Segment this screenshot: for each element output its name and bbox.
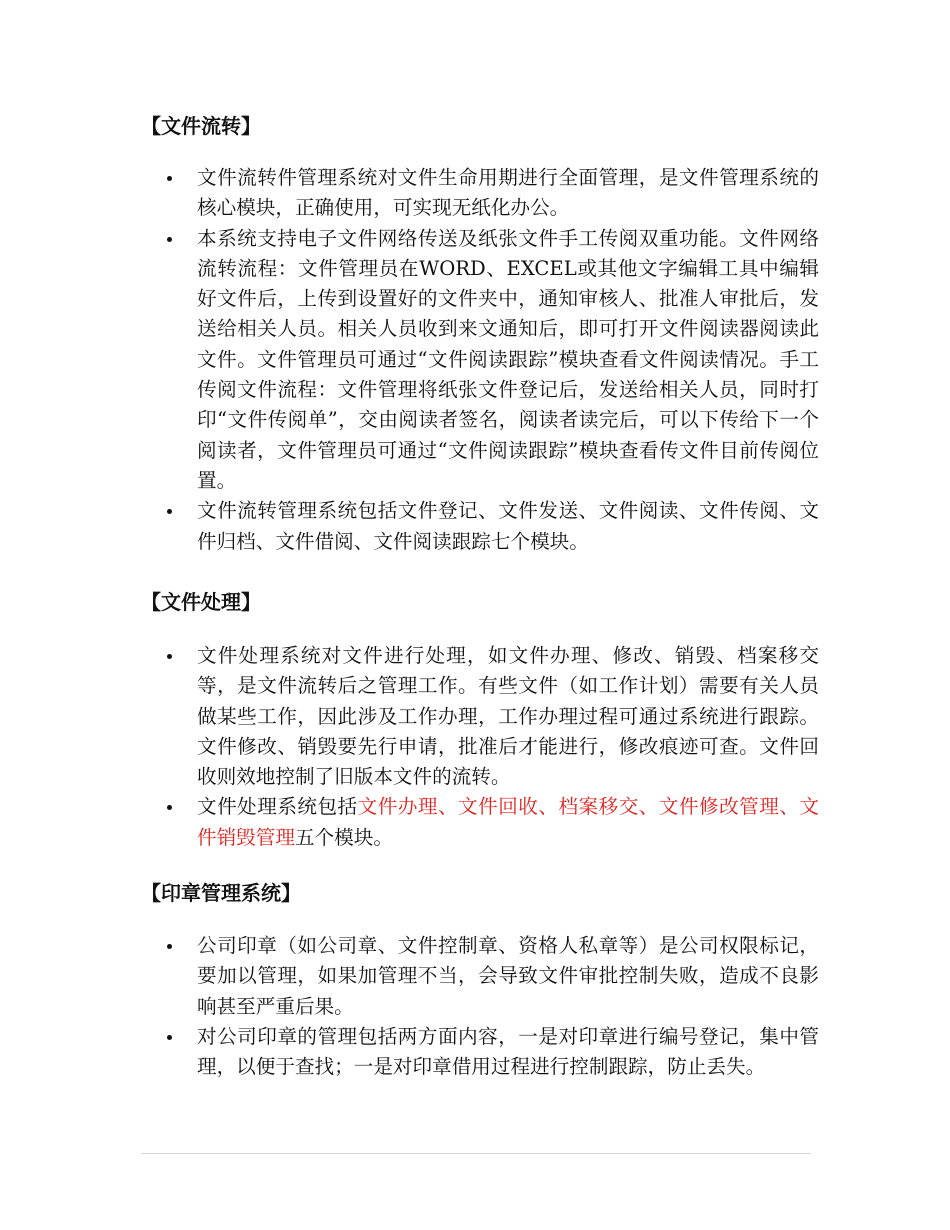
list-item-text-prefix: 文件处理系统包括 bbox=[197, 795, 358, 819]
list-item-text: 文件流转件管理系统对文件生命用期进行全面管理，是文件管理系统的核心模块，正确使用，可实现无纸化办公。 bbox=[197, 166, 819, 220]
section-heading-seal-management: 【印章管理系统】 bbox=[141, 881, 301, 905]
bullet-icon bbox=[167, 237, 172, 242]
bullet-icon bbox=[167, 805, 172, 810]
list-item-text-suffix: 五个模块。 bbox=[294, 825, 393, 849]
list-item-text-highlight: 文件办理、文件回收、档案移交、文件修改管理、文件销毁管理 bbox=[197, 795, 820, 849]
list-item-text: 对公司印章的管理包括两方面内容，一是对印章进行编号登记，集中管理，以便于查找；一是对印章借用过程进行控制跟踪，防止丢失。 bbox=[197, 1024, 819, 1079]
bullet-list-seal-management bbox=[0, 931, 950, 1082]
bullet-icon bbox=[167, 944, 172, 949]
section-heading-document-processing: 【文件处理】 bbox=[141, 590, 261, 614]
list-item bbox=[0, 224, 819, 497]
list-item bbox=[0, 496, 819, 557]
list-item bbox=[0, 641, 819, 792]
list-item bbox=[0, 163, 819, 224]
list-item bbox=[0, 792, 819, 853]
bullet-list-document-flow bbox=[0, 163, 950, 557]
bullet-icon bbox=[167, 176, 172, 181]
list-item-text: 本系统支持电子文件网络传送及纸张文件手工传阅双重功能。文件网络流转流程：文件管理员在WORD、EXCEL或其他文字编辑工具中编辑好文件后，上传到设置好的文件夹中，通知审核人、批准人审批后，发送给相关人员。相关人员收到来文通知后，即可打开文件阅读器阅读此文件。文件管理员可通过“文件阅读跟踪”模块查看文件阅读情况。手工传阅文件流程：文件管理将纸张文件登记后，发送给相关人员，同时打印“文件传阅单”，交由阅读者签名，阅读者读完后，可以下传给下一个阅读者，文件管理员可通过“文件阅读跟踪”模块查看传文件目前传阅位置。 bbox=[197, 226, 819, 492]
list-item bbox=[0, 931, 819, 1022]
list-item-text: 文件流转管理系统包括文件登记、文件发送、文件阅读、文件传阅、文件归档、文件借阅、文件阅读跟踪七个模块。 bbox=[197, 499, 819, 553]
bullet-list-document-processing bbox=[0, 641, 950, 853]
list-item bbox=[0, 1022, 819, 1083]
footer-divider bbox=[141, 1153, 811, 1154]
bullet-icon bbox=[167, 509, 172, 514]
bullet-icon bbox=[167, 1035, 172, 1040]
bullet-icon bbox=[167, 654, 172, 659]
list-item-text: 公司印章（如公司章、文件控制章、资格人私章等）是公司权限标记，要加以管理，如果加管理不当，会导致文件审批控制失败，造成不良影响甚至严重后果。 bbox=[197, 934, 819, 1018]
list-item-text: 文件处理系统对文件进行处理，如文件办理、修改、销毁、档案移交等，是文件流转后之管理工作。有些文件（如工作计划）需要有关人员做某些工作，因此涉及工作办理，工作办理过程可通过系统进行跟踪。文件修改、销毁要先行申请，批准后才能进行，修改痕迹可查。文件回收则效地控制了旧版本文件的流转。 bbox=[197, 644, 819, 789]
section-heading-document-flow: 【文件流转】 bbox=[141, 114, 261, 138]
